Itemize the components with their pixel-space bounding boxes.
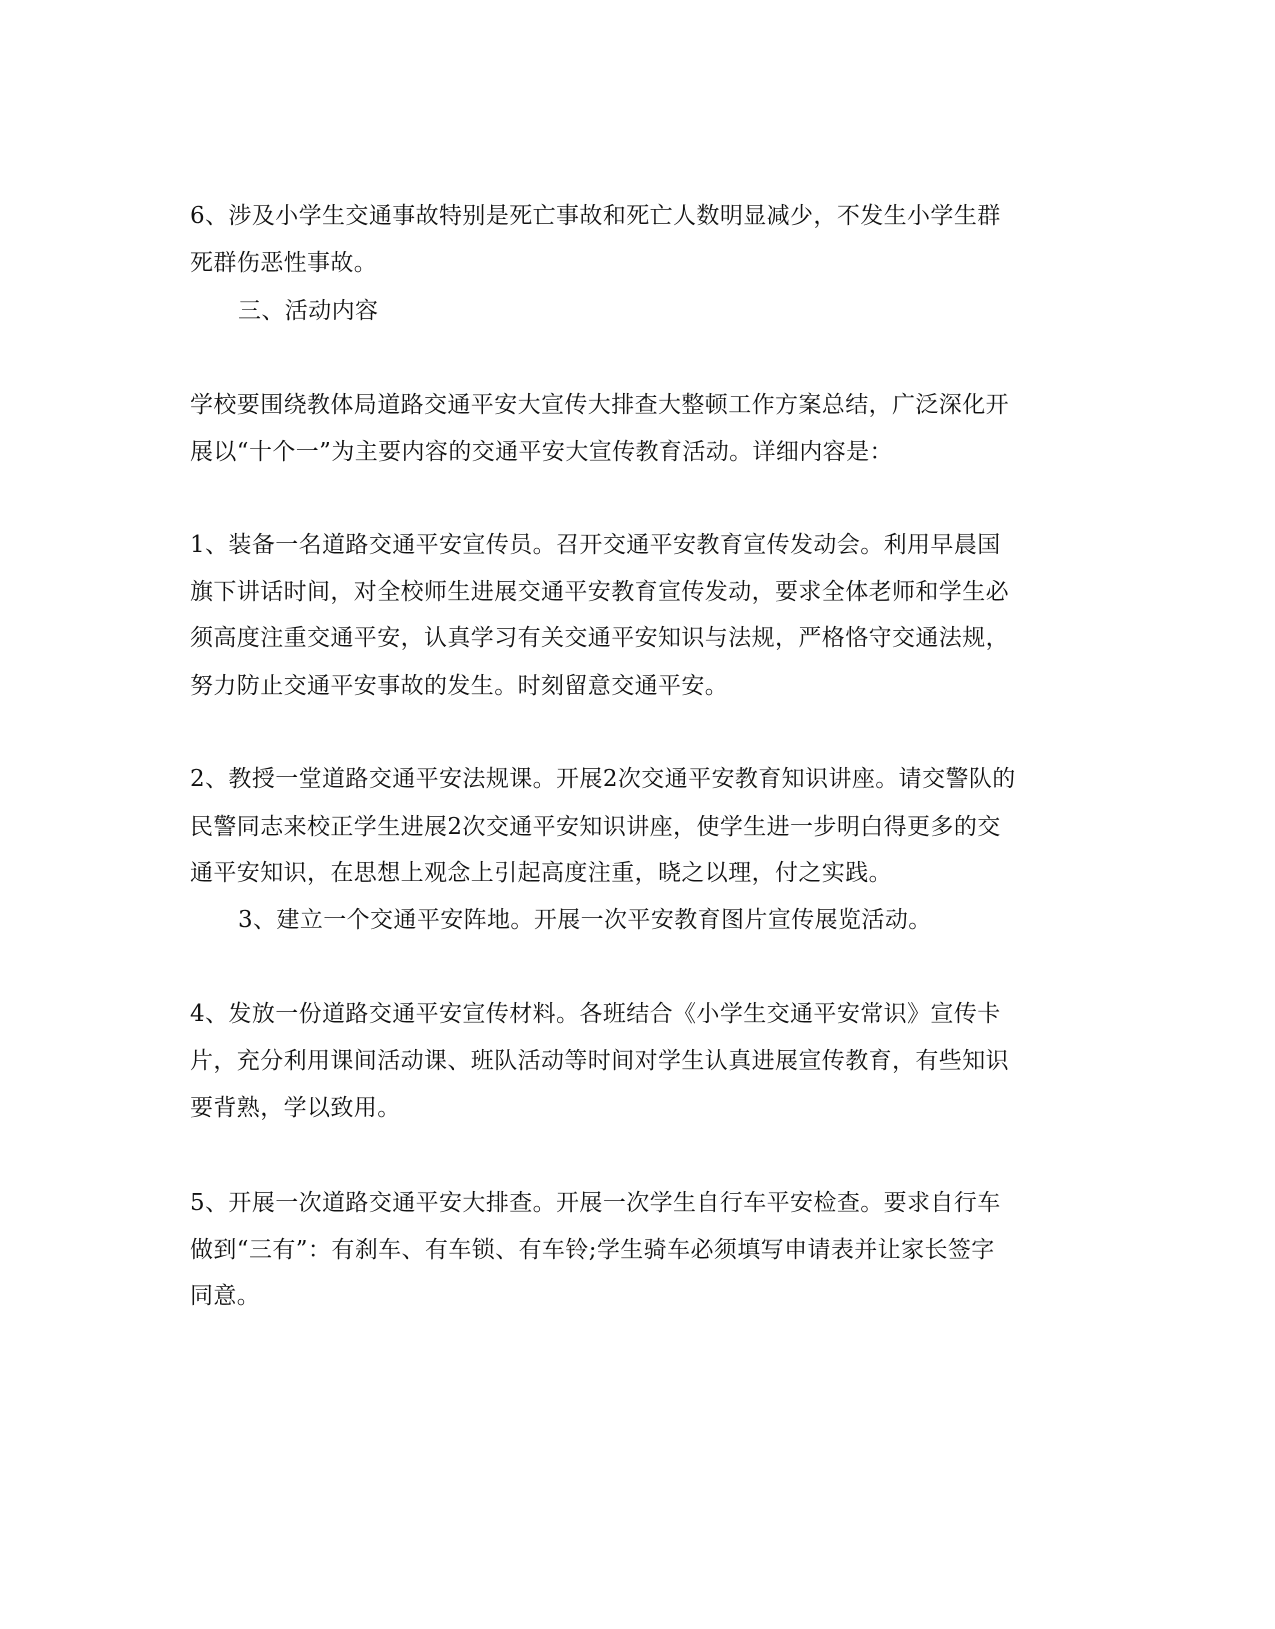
section-heading: 三、活动内容 — [238, 298, 379, 324]
text-line: 死群伤恶性事故。 — [190, 250, 378, 276]
text-line: 3、建立一个交通平安阵地。开展一次平安教育图片宣传展览活动。 — [238, 907, 932, 933]
text-line: 通平安知识，在思想上观念上引起高度注重，晓之以理，付之实践。 — [190, 860, 892, 886]
text-line: 同意。 — [190, 1283, 261, 1309]
text-line: 5、开展一次道路交通平安大排查。开展一次学生自行车平安检查。要求自行车 — [190, 1190, 1001, 1216]
text-line: 做到“三有”：有刹车、有车锁、有车铃;学生骑车必须填写申请表并让家长签字 — [190, 1237, 995, 1263]
text-line: 2、教授一堂道路交通平安法规课。开展2次交通平安教育知识讲座。请交警队的 — [190, 766, 1016, 792]
text-line: 片，充分利用课间活动课、班队活动等时间对学生认真进展宣传教育，有些知识 — [190, 1048, 1009, 1074]
text-line: 旗下讲话时间，对全校师生进展交通平安教育宣传发动，要求全体老师和学生必 — [190, 579, 1009, 605]
text-line: 努力防止交通平安事故的发生。时刻留意交通平安。 — [190, 673, 729, 699]
text-line: 6、涉及小学生交通事故特别是死亡事故和死亡人数明显减少，不发生小学生群 — [190, 203, 1001, 229]
text-line: 4、发放一份道路交通平安宣传材料。各班结合《小学生交通平安常识》宣传卡 — [190, 1001, 1001, 1027]
text-line: 要背熟，学以致用。 — [190, 1095, 401, 1121]
text-line: 展以“十个一”为主要内容的交通平安大宣传教育活动。详细内容是： — [190, 439, 893, 465]
text-line: 须高度注重交通平安，认真学习有关交通平安知识与法规，严格恪守交通法规， — [190, 625, 1009, 651]
text-line: 1、装备一名道路交通平安宣传员。召开交通平安教育宣传发动会。利用早晨国 — [190, 532, 1001, 558]
text-line: 学校要围绕教体局道路交通平安大宣传大排查大整顿工作方案总结，广泛深化开 — [190, 392, 1009, 418]
text-line: 民警同志来校正学生进展2次交通平安知识讲座，使学生进一步明白得更多的交 — [190, 814, 1001, 840]
